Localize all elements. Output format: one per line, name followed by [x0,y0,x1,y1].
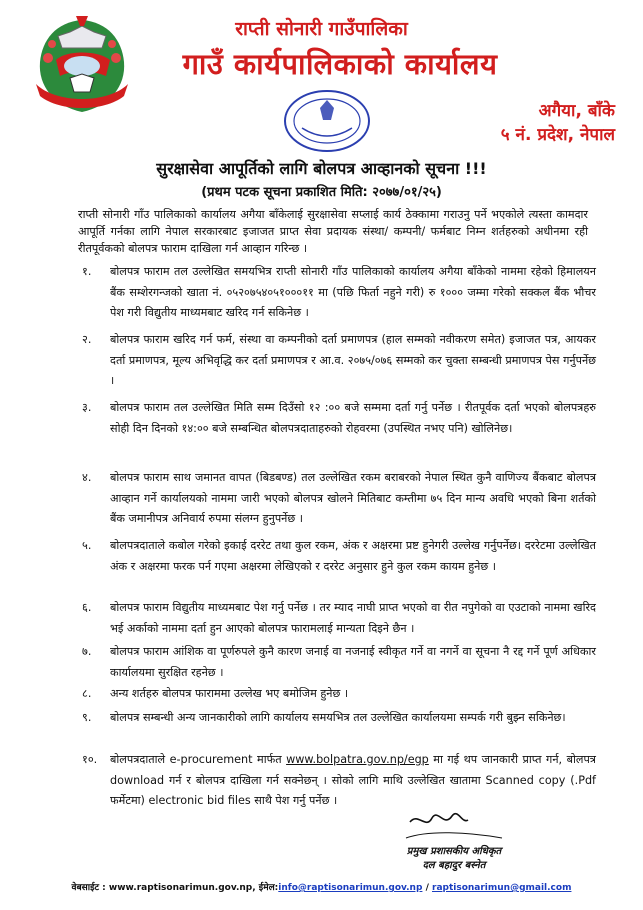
clause-text: बोलपत्र फाराम तल उल्लेखित समयभित्र राप्ती सोनारी गाँउ पालिकाको कार्यालय अगैया बाँकेको नाममा रहेको हिमालयन बैंक सम्शेरगन्जको खाता नं. ०५२०७५४०५१०००११ मा (पछि फिर्ता नहुने गरी) रु १००० जम्मा गरेको सक्कल बैंक भौचर पेश गरी विद्युतीय माध्यमबाट खरिद गर्न सकिनेछ । [110,265,596,319]
clause-item [72,468,596,536]
clause-item [72,598,596,642]
office-seal-stamp [282,88,372,154]
clause-number: ६. [82,601,92,614]
clause-number: ९. [82,711,92,724]
municipality-name: राप्ती सोनारी गाउँपालिका [235,18,408,40]
clause-text: बोलपत्र सम्बन्धी अन्य जानकारीको लागि कार्यालय समयभित्र तल उल्लेखित कार्यालयमा सम्पर्क गरी बुझ्न सकिनेछ। [110,711,566,724]
clause-text: बोलपत्र फाराम विद्युतीय माध्यमबाट पेश गर्नु पर्नेछ । तर म्याद नाघी प्राप्त भएको वा रीत नपुगेको वा एउटाको नाममा खरिद भई अर्काको नाममा दर्ता हुन आएको बोलपत्र फारामलाई मान्यता दिइने छैन । [110,601,596,635]
clause-number: १. [82,265,92,278]
clause-list [72,262,596,816]
email-link-secondary[interactable]: raptisonarimun@gmail.com [432,883,572,893]
clause-item [72,262,596,330]
clause-item [72,684,596,708]
contact-footer [0,880,643,893]
clause-text: अन्य शर्तहरु बोलपत्र फाराममा उल्लेख भए बमोजिम हुनेछ । [110,687,349,700]
clause-item [72,750,596,816]
clause-item [72,398,596,468]
officer-signature [398,808,510,874]
clause-text: बोलपत्रदाताले कबोल गरेको इकाई दररेट तथा कुल रकम, अंक र अक्षरमा प्रष्ट हुनेगरी उल्लेख गर्नुपर्नेछ। दररेटमा उल्लेखित अंक र अक्षरमा फरक पर्न गएमा अक्षरमा लेखिएको र दररेट अनुसार हुने कुल रकम कायम हुनेछ । [110,539,596,573]
clause-number: ४. [82,471,92,484]
clause-text: बोलपत्र फाराम साथ जमानत वापत (बिडबण्ड) तल उल्लेखित रकम बराबरको नेपाल स्थित कुनै वाणिज्य बैंकबाट बोलपत्र आव्हान गर्ने कार्यालयको नाममा जारी भएको बोलपत्र खोलने मितिबाट कम्तीमा ७५ दिन मान्य अवधि भएको बिना शर्तको बैंक जमानीपत्र अनिवार्य रुपमा संलग्न हुनुपर्नेछ । [110,471,596,525]
clause-number: ८. [82,687,92,700]
clause-text: बोलपत्र फाराम आंशिक वा पूर्णरुपले कुनै कारण जनाई वा नजनाई स्वीकृत गर्ने वा नगर्ने वा सूचना नै रद्द गर्ने पूर्ण अधिकार कार्यालयमा सुरक्षित रहनेछ । [110,645,596,679]
website-text: www.raptisonarimun.gov.np, [108,883,256,893]
clause-text-after-link: मा गई थप जानकारी प्राप्त गर्न, बोलपत्र download गर्न र बोलपत्र दाखिला गर्न सक्नेछन् । सोको लागि माथि उल्लेखित खातामा Scanned copy (.Pdf फर्मेटमा) electronic bid files साथै पेश गर्नु पर्नेछ । [110,753,596,807]
clause-number: ३. [82,401,92,414]
clause-item [72,708,596,750]
clause-number: ७. [82,645,92,658]
email-link-primary[interactable]: info@raptisonarimun.gov.np [278,883,423,893]
clause-number: २. [82,333,92,346]
clause-item [72,330,596,398]
clause-text: बोलपत्र फाराम खरिद गर्न फर्म, संस्था वा कम्पनीको दर्ता प्रमाणपत्र (हाल सम्मको नवीकरण समेत) इजाजत पत्र, आयकर दर्ता प्रमाणपत्र, मूल्य अभिवृद्धि कर दर्ता प्रमाणपत्र र आ.व. २०७५/०७६ सम्मको कर चुक्ता सम्बन्धी प्रमाणपत्र पेस गर्नुपर्नेछ । [110,333,596,387]
email-separator: / [425,883,429,893]
email-label: ईमेल: [258,883,279,893]
office-address [501,99,615,147]
notice-intro: राप्ती सोनारी गाँउ पालिकाको कार्यालय अगैया बाँकेलाई सुरक्षासेवा सप्लाई कार्य ठेक्कामा गराउनु पर्ने भएकोले त्यस्ता कामदार आपूर्ति गर्नका लागि नेपाल सरकारबाट इजाजत प्राप्त सेवा प्रदायक संस्था/ कम्पनी/ फर्मबाट निम्न शर्तहरुको अधीनमा रही रीतपूर्वकको बोलपत्र फाराम दाखिला गर्न आव्हान गरिन्छ । [78,208,588,255]
notice-title: सुरक्षासेवा आपूर्तिको लागि बोलपत्र आव्हानको सूचना !!! [156,159,487,178]
notice-subtitle: (प्रथम पटक सूचना प्रकाशित मिति: २०७७/०१/२५) [201,185,442,200]
signature-name: दल बहादुर बस्नेत [422,860,486,871]
address-line-1: अगैया, बाँके [538,101,615,121]
office-title: गाउँ कार्यपालिकाको कार्यालय [182,47,498,81]
clause-number: ५. [82,539,92,552]
egp-portal-link[interactable]: www.bolpatra.gov.np/egp [286,753,429,766]
clause-item [72,642,596,684]
clause-text: बोलपत्र फाराम तल उल्लेखित मिति सम्म दिउँसो १२ :०० बजे सम्ममा दर्ता गर्नु पर्नेछ । रीतपूर्वक दर्ता भएको बोलपत्रहरु सोही दिन दिनको १४:०० बजे सम्बन्धित बोलपत्रदाताहरुको रोहवरमा (उपस्थित नभए पनि) खोलिनेछ। [110,401,596,435]
website-label: वेबसाईट : [71,883,106,893]
signature-title: प्रमुख प्रशासकीय अधिकृत [406,846,502,857]
clause-item [72,536,596,598]
clause-number: १०. [82,753,98,766]
address-line-2: ५ नं. प्रदेश, नेपाल [500,125,615,145]
clause-text-before-link: बोलपत्रदाताले e-procurement मार्फत [110,753,287,766]
